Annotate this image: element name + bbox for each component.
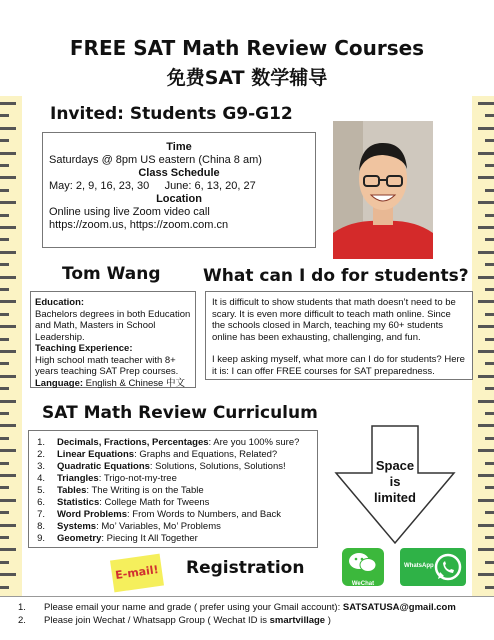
ruler-tick (485, 437, 494, 440)
description-paragraph-1: It is difficult to show students that math doesn’t need to be scary. It is even more difficult to teach math online. Since the schools closed in March, teaching my 60+ students online has been exhausting, challenging, and fun. (212, 297, 456, 343)
curriculum-item-topic: Statistics (57, 497, 100, 508)
ruler-tick (485, 313, 494, 316)
right-ruler-border (472, 96, 494, 596)
ruler-tick (485, 412, 494, 415)
class-schedule-text: May: 2, 9, 16, 23, 30 June: 6, 13, 20, 27 (49, 180, 256, 192)
step-2-text: Please join Wechat / Whatsapp Group ( Wechat ID is (44, 615, 270, 626)
curriculum-item-topic: Systems (57, 521, 97, 532)
ruler-tick (485, 462, 494, 465)
schedule-box (42, 132, 316, 248)
ruler-tick (485, 362, 494, 365)
curriculum-item-description: : Solutions, Solutions, Solutions! (149, 461, 286, 472)
ruler-tick (478, 400, 494, 403)
teacher-name: Tom Wang (62, 264, 161, 284)
class-schedule-heading: Class Schedule (138, 167, 220, 179)
invited-heading: Invited: Students G9-G12 (50, 104, 293, 124)
curriculum-item-number: 6. (37, 497, 45, 508)
ruler-tick (0, 561, 9, 564)
space-line-2: is (389, 474, 401, 489)
ruler-tick (485, 561, 494, 564)
ruler-tick (0, 226, 16, 229)
curriculum-item-number: 8. (37, 521, 45, 532)
curriculum-item-number: 4. (37, 473, 45, 484)
students-description-box (205, 291, 473, 380)
curriculum-item (35, 449, 311, 461)
location-heading: Location (156, 193, 202, 205)
ruler-tick (0, 214, 9, 217)
description-paragraph-2: I keep asking myself, what more can I do for students? Here it is: I can offer FREE courses for SAT preparedness. (212, 354, 465, 377)
education-label: Education: (35, 297, 85, 308)
ruler-tick (0, 548, 16, 551)
step-1-number: 1. (18, 602, 26, 613)
ruler-tick (0, 164, 9, 167)
curriculum-item-number: 9. (37, 533, 45, 544)
language-text: English & Chinese 中文 (83, 377, 185, 389)
ruler-tick (0, 424, 16, 427)
ruler-tick (0, 449, 16, 452)
ruler-tick (485, 263, 494, 266)
ruler-tick (0, 189, 9, 192)
ruler-tick (0, 325, 16, 328)
ruler-tick (485, 387, 494, 390)
ruler-tick (0, 412, 9, 415)
curriculum-item-topic: Linear Equations (57, 449, 135, 460)
language-label: Language: (35, 377, 84, 389)
ruler-tick (478, 499, 494, 502)
registration-email[interactable]: SATSATUSA@gmail.com (342, 602, 456, 613)
ruler-tick (478, 300, 494, 303)
curriculum-item-description: : Piecing It All Together (101, 533, 198, 544)
ruler-tick (0, 102, 16, 105)
location-line-2[interactable]: https://zoom.us, https://zoom.com.cn (49, 219, 229, 231)
left-ruler-border (0, 96, 22, 596)
wechat-icon[interactable] (342, 548, 384, 586)
ruler-tick (0, 238, 9, 241)
ruler-tick (0, 114, 9, 117)
curriculum-item-topic: Geometry (57, 533, 102, 544)
time-heading: Time (166, 141, 192, 153)
curriculum-heading: SAT Math Review Curriculum (42, 403, 318, 423)
ruler-tick (485, 536, 494, 539)
curriculum-item (35, 437, 311, 449)
ruler-tick (0, 573, 16, 576)
curriculum-item-number: 1. (37, 437, 45, 448)
curriculum-item-topic: Word Problems (57, 509, 128, 520)
ruler-tick (0, 313, 9, 316)
email-sticky-note: E-mail! (110, 554, 164, 593)
ruler-tick (0, 276, 16, 279)
curriculum-item-description: : Are you 100% sure? (208, 437, 300, 448)
step-1-text: Please email your name and grade ( prefer using your Gmail account): (44, 602, 343, 613)
curriculum-item-description: : The Writing is on the Table (86, 485, 204, 496)
curriculum-item-number: 2. (37, 449, 45, 460)
step-2-end: ) (325, 615, 331, 626)
ruler-tick (0, 586, 9, 589)
curriculum-item-topic: Decimals, Fractions, Percentages (57, 437, 209, 448)
curriculum-item (35, 497, 311, 509)
education-text: Bachelors degrees in both Education and Math, Masters in School Leadership. (35, 308, 191, 343)
what-can-i-do-heading: What can I do for students? (203, 266, 469, 286)
curriculum-item-description: : Trigo-not-my-tree (98, 473, 177, 484)
curriculum-item-topic: Triangles (57, 473, 99, 484)
ruler-tick (0, 486, 9, 489)
wechat-id: smartvillage (269, 615, 326, 626)
registration-heading: Registration (186, 558, 305, 578)
ruler-tick (0, 462, 9, 465)
ruler-tick (0, 499, 16, 502)
curriculum-item-description: : From Words to Numbers, and Back (127, 509, 282, 520)
ruler-tick (0, 263, 9, 266)
registration-step-1 (18, 602, 476, 614)
ruler-tick (485, 139, 494, 142)
curriculum-item-description: : College Math for Tweens (99, 497, 210, 508)
curriculum-item-topic: Tables (57, 485, 87, 496)
ruler-tick (0, 524, 16, 527)
ruler-tick (478, 201, 494, 204)
wechat-label: WeChat (351, 581, 375, 587)
curriculum-list (28, 430, 318, 548)
curriculum-item (35, 461, 311, 473)
ruler-tick (0, 300, 16, 303)
ruler-tick (485, 288, 494, 291)
teacher-photo (333, 121, 433, 259)
ruler-tick (478, 573, 494, 576)
curriculum-item-number: 7. (37, 509, 45, 520)
ruler-tick (478, 449, 494, 452)
ruler-tick (0, 176, 16, 179)
ruler-tick (478, 325, 494, 328)
curriculum-item-number: 3. (37, 461, 45, 472)
ruler-tick (485, 189, 494, 192)
time-text: Saturdays @ 8pm US eastern (China 8 am) (49, 154, 262, 166)
ruler-tick (0, 437, 9, 440)
ruler-tick (478, 548, 494, 551)
ruler-tick (0, 152, 16, 155)
ruler-tick (0, 362, 9, 365)
curriculum-item-number: 5. (37, 485, 45, 496)
ruler-tick (0, 201, 16, 204)
title-chinese: 免费SAT 数学辅导 (166, 67, 328, 89)
title-english: FREE SAT Math Review Courses (69, 36, 425, 60)
curriculum-item-description: : Mo’ Variables, Mo’ Problems (96, 521, 221, 532)
ruler-tick (478, 474, 494, 477)
ruler-tick (485, 238, 494, 241)
curriculum-item (35, 521, 311, 533)
ruler-tick (478, 226, 494, 229)
ruler-tick (478, 350, 494, 353)
ruler-tick (478, 375, 494, 378)
experience-label: Teaching Experience: (35, 343, 133, 354)
ruler-tick (485, 214, 494, 217)
ruler-tick (478, 524, 494, 527)
whatsapp-icon[interactable] (400, 548, 466, 586)
ruler-tick (485, 338, 494, 341)
ruler-tick (478, 424, 494, 427)
registration-step-2 (18, 615, 476, 627)
registration-steps (0, 596, 494, 640)
ruler-tick (0, 338, 9, 341)
ruler-tick (0, 400, 16, 403)
curriculum-item-topic: Quadratic Equations (57, 461, 150, 472)
ruler-tick (485, 164, 494, 167)
space-line-1: Space (375, 458, 415, 473)
ruler-tick (0, 350, 16, 353)
step-2-number: 2. (18, 615, 26, 626)
ruler-tick (478, 152, 494, 155)
experience-text: High school math teacher with 8+ years teaching SAT Prep courses. (35, 354, 179, 377)
ruler-tick (0, 288, 9, 291)
ruler-tick (478, 251, 494, 254)
curriculum-item (35, 533, 311, 545)
ruler-tick (485, 586, 494, 589)
ruler-tick (0, 536, 9, 539)
teacher-bio-box (30, 291, 196, 388)
curriculum-item (35, 485, 311, 497)
curriculum-item (35, 509, 311, 521)
ruler-tick (485, 486, 494, 489)
ruler-tick (0, 139, 9, 142)
space-limited-text (332, 458, 458, 506)
ruler-tick (478, 102, 494, 105)
location-line-1: Online using live Zoom video call (49, 206, 210, 218)
ruler-tick (478, 127, 494, 130)
whatsapp-label: WhatsApp (404, 563, 434, 569)
ruler-tick (0, 474, 16, 477)
ruler-tick (478, 176, 494, 179)
ruler-tick (0, 387, 9, 390)
curriculum-item-description: : Graphs and Equations, Related? (134, 449, 278, 460)
ruler-tick (478, 276, 494, 279)
curriculum-item (35, 473, 311, 485)
ruler-tick (485, 511, 494, 514)
ruler-tick (0, 127, 16, 130)
ruler-tick (485, 114, 494, 117)
ruler-tick (0, 251, 16, 254)
ruler-tick (0, 375, 16, 378)
ruler-tick (0, 511, 9, 514)
space-line-3: limited (374, 490, 416, 505)
